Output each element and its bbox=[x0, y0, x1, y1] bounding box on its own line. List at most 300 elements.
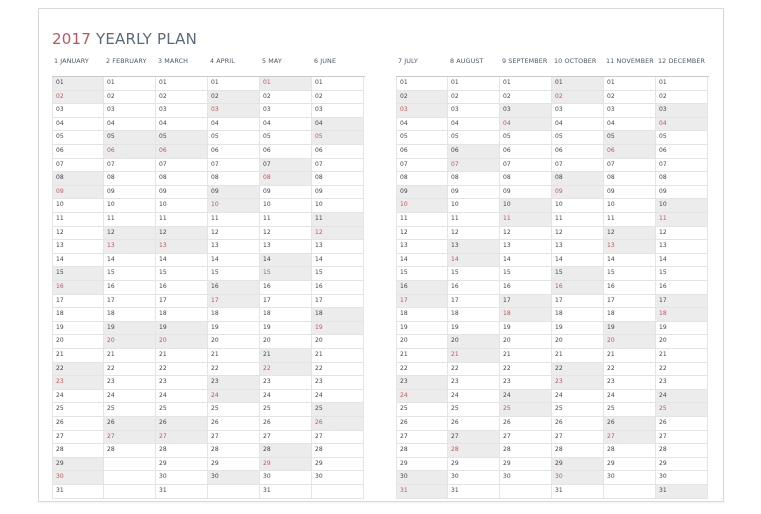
day-cell[interactable] bbox=[448, 227, 500, 241]
day-cell[interactable] bbox=[156, 267, 208, 281]
day-cell[interactable] bbox=[552, 254, 604, 268]
day-cell[interactable] bbox=[104, 444, 156, 458]
day-cell[interactable] bbox=[448, 118, 500, 132]
day-cell[interactable] bbox=[552, 240, 604, 254]
day-cell[interactable] bbox=[500, 458, 552, 472]
day-cell[interactable] bbox=[448, 159, 500, 173]
day-cell[interactable] bbox=[312, 213, 364, 227]
day-cell[interactable] bbox=[448, 349, 500, 363]
day-cell[interactable] bbox=[52, 199, 104, 213]
day-cell[interactable] bbox=[208, 159, 260, 173]
day-cell[interactable] bbox=[260, 295, 312, 309]
day-cell[interactable] bbox=[604, 417, 656, 431]
day-cell[interactable] bbox=[552, 267, 604, 281]
day-cell[interactable] bbox=[208, 376, 260, 390]
day-cell[interactable] bbox=[156, 349, 208, 363]
day-cell[interactable] bbox=[500, 254, 552, 268]
day-cell[interactable] bbox=[312, 77, 364, 91]
day-cell[interactable] bbox=[104, 172, 156, 186]
day-cell[interactable] bbox=[656, 417, 708, 431]
day-cell[interactable] bbox=[396, 104, 448, 118]
day-cell[interactable] bbox=[208, 91, 260, 105]
day-cell[interactable] bbox=[448, 444, 500, 458]
day-cell[interactable] bbox=[52, 213, 104, 227]
day-cell[interactable] bbox=[260, 431, 312, 445]
day-cell[interactable] bbox=[448, 199, 500, 213]
day-cell[interactable] bbox=[260, 104, 312, 118]
day-cell[interactable] bbox=[104, 91, 156, 105]
day-cell[interactable] bbox=[656, 335, 708, 349]
day-cell[interactable] bbox=[156, 199, 208, 213]
day-cell[interactable] bbox=[500, 417, 552, 431]
day-cell[interactable] bbox=[396, 431, 448, 445]
day-cell[interactable] bbox=[104, 349, 156, 363]
day-cell[interactable] bbox=[448, 131, 500, 145]
day-cell[interactable] bbox=[396, 186, 448, 200]
day-cell[interactable] bbox=[396, 131, 448, 145]
day-cell[interactable] bbox=[656, 172, 708, 186]
day-cell[interactable] bbox=[104, 403, 156, 417]
day-cell[interactable] bbox=[312, 363, 364, 377]
day-cell[interactable] bbox=[156, 254, 208, 268]
day-cell[interactable] bbox=[52, 240, 104, 254]
day-cell[interactable] bbox=[52, 417, 104, 431]
day-cell[interactable] bbox=[260, 172, 312, 186]
day-cell[interactable] bbox=[260, 403, 312, 417]
day-cell[interactable] bbox=[396, 376, 448, 390]
day-cell[interactable] bbox=[104, 213, 156, 227]
day-cell[interactable] bbox=[156, 485, 208, 499]
day-cell[interactable] bbox=[656, 281, 708, 295]
day-cell[interactable] bbox=[156, 376, 208, 390]
day-cell[interactable] bbox=[52, 227, 104, 241]
day-cell[interactable] bbox=[552, 131, 604, 145]
day-cell[interactable] bbox=[156, 213, 208, 227]
day-cell[interactable] bbox=[500, 213, 552, 227]
day-cell[interactable] bbox=[52, 444, 104, 458]
day-cell[interactable] bbox=[312, 172, 364, 186]
day-cell[interactable] bbox=[156, 431, 208, 445]
day-cell[interactable] bbox=[656, 186, 708, 200]
day-cell[interactable] bbox=[656, 295, 708, 309]
day-cell[interactable] bbox=[52, 254, 104, 268]
day-cell[interactable] bbox=[656, 308, 708, 322]
day-cell[interactable] bbox=[552, 417, 604, 431]
day-cell[interactable] bbox=[208, 131, 260, 145]
day-cell[interactable] bbox=[156, 322, 208, 336]
day-cell[interactable] bbox=[208, 444, 260, 458]
day-cell[interactable] bbox=[656, 485, 708, 499]
day-cell[interactable] bbox=[208, 308, 260, 322]
day-cell[interactable] bbox=[396, 77, 448, 91]
day-cell[interactable] bbox=[604, 254, 656, 268]
day-cell[interactable] bbox=[260, 77, 312, 91]
day-cell[interactable] bbox=[312, 227, 364, 241]
day-cell[interactable] bbox=[104, 417, 156, 431]
day-cell[interactable] bbox=[656, 159, 708, 173]
day-cell[interactable] bbox=[208, 240, 260, 254]
day-cell[interactable] bbox=[156, 281, 208, 295]
day-cell[interactable] bbox=[500, 159, 552, 173]
day-cell[interactable] bbox=[656, 403, 708, 417]
day-cell[interactable] bbox=[312, 376, 364, 390]
day-cell[interactable] bbox=[52, 403, 104, 417]
day-cell[interactable] bbox=[312, 199, 364, 213]
day-cell[interactable] bbox=[156, 240, 208, 254]
day-cell[interactable] bbox=[448, 335, 500, 349]
day-cell[interactable] bbox=[312, 240, 364, 254]
day-cell[interactable] bbox=[52, 308, 104, 322]
day-cell[interactable] bbox=[604, 104, 656, 118]
day-cell[interactable] bbox=[604, 267, 656, 281]
day-cell[interactable] bbox=[260, 485, 312, 499]
day-cell[interactable] bbox=[604, 444, 656, 458]
day-cell[interactable] bbox=[656, 431, 708, 445]
day-cell[interactable] bbox=[52, 363, 104, 377]
day-cell[interactable] bbox=[260, 199, 312, 213]
day-cell[interactable] bbox=[656, 322, 708, 336]
day-cell[interactable] bbox=[260, 444, 312, 458]
day-cell[interactable] bbox=[500, 363, 552, 377]
day-cell[interactable] bbox=[604, 91, 656, 105]
day-cell[interactable] bbox=[208, 199, 260, 213]
day-cell[interactable] bbox=[500, 227, 552, 241]
day-cell[interactable] bbox=[104, 431, 156, 445]
day-cell[interactable] bbox=[312, 431, 364, 445]
day-cell[interactable] bbox=[208, 390, 260, 404]
day-cell[interactable] bbox=[104, 267, 156, 281]
day-cell[interactable] bbox=[260, 159, 312, 173]
day-cell[interactable] bbox=[208, 145, 260, 159]
day-cell[interactable] bbox=[104, 118, 156, 132]
day-cell[interactable] bbox=[448, 267, 500, 281]
day-cell[interactable] bbox=[104, 145, 156, 159]
day-cell[interactable] bbox=[208, 417, 260, 431]
day-cell[interactable] bbox=[156, 186, 208, 200]
day-cell[interactable] bbox=[396, 267, 448, 281]
day-cell[interactable] bbox=[260, 308, 312, 322]
day-cell[interactable] bbox=[260, 281, 312, 295]
day-cell[interactable] bbox=[312, 403, 364, 417]
day-cell[interactable] bbox=[396, 172, 448, 186]
day-cell[interactable] bbox=[552, 403, 604, 417]
day-cell[interactable] bbox=[156, 308, 208, 322]
day-cell[interactable] bbox=[104, 308, 156, 322]
day-cell[interactable] bbox=[260, 254, 312, 268]
day-cell[interactable] bbox=[260, 145, 312, 159]
day-cell[interactable] bbox=[396, 417, 448, 431]
day-cell[interactable] bbox=[552, 376, 604, 390]
day-cell[interactable] bbox=[552, 104, 604, 118]
day-cell[interactable] bbox=[312, 308, 364, 322]
day-cell[interactable] bbox=[312, 118, 364, 132]
day-cell[interactable] bbox=[552, 349, 604, 363]
day-cell[interactable] bbox=[260, 213, 312, 227]
day-cell[interactable] bbox=[104, 186, 156, 200]
day-cell[interactable] bbox=[604, 77, 656, 91]
day-cell[interactable] bbox=[604, 335, 656, 349]
day-cell[interactable] bbox=[52, 349, 104, 363]
day-cell[interactable] bbox=[604, 322, 656, 336]
day-cell[interactable] bbox=[260, 471, 312, 485]
day-cell[interactable] bbox=[104, 77, 156, 91]
day-cell[interactable] bbox=[260, 363, 312, 377]
day-cell[interactable] bbox=[656, 104, 708, 118]
day-cell[interactable] bbox=[396, 227, 448, 241]
day-cell[interactable] bbox=[448, 431, 500, 445]
day-cell[interactable] bbox=[448, 403, 500, 417]
day-cell[interactable] bbox=[52, 131, 104, 145]
day-cell[interactable] bbox=[312, 349, 364, 363]
day-cell[interactable] bbox=[156, 403, 208, 417]
day-cell[interactable] bbox=[552, 118, 604, 132]
day-cell[interactable] bbox=[52, 458, 104, 472]
day-cell[interactable] bbox=[208, 431, 260, 445]
day-cell[interactable] bbox=[552, 77, 604, 91]
day-cell[interactable] bbox=[656, 471, 708, 485]
day-cell[interactable] bbox=[208, 267, 260, 281]
day-cell[interactable] bbox=[396, 444, 448, 458]
day-cell[interactable] bbox=[500, 267, 552, 281]
day-cell[interactable] bbox=[52, 390, 104, 404]
day-cell[interactable] bbox=[604, 227, 656, 241]
day-cell[interactable] bbox=[312, 186, 364, 200]
day-cell[interactable] bbox=[312, 458, 364, 472]
day-cell[interactable] bbox=[500, 131, 552, 145]
day-cell[interactable] bbox=[656, 254, 708, 268]
day-cell[interactable] bbox=[552, 213, 604, 227]
day-cell[interactable] bbox=[396, 458, 448, 472]
day-cell[interactable] bbox=[312, 322, 364, 336]
day-cell[interactable] bbox=[104, 159, 156, 173]
day-cell[interactable] bbox=[604, 295, 656, 309]
day-cell[interactable] bbox=[156, 159, 208, 173]
day-cell[interactable] bbox=[448, 104, 500, 118]
day-cell[interactable] bbox=[260, 322, 312, 336]
day-cell[interactable] bbox=[604, 376, 656, 390]
day-cell[interactable] bbox=[656, 390, 708, 404]
day-cell[interactable] bbox=[656, 349, 708, 363]
day-cell[interactable] bbox=[104, 376, 156, 390]
day-cell[interactable] bbox=[396, 390, 448, 404]
day-cell[interactable] bbox=[312, 471, 364, 485]
day-cell[interactable] bbox=[156, 363, 208, 377]
day-cell[interactable] bbox=[656, 91, 708, 105]
day-cell[interactable] bbox=[52, 77, 104, 91]
day-cell[interactable] bbox=[260, 91, 312, 105]
day-cell[interactable] bbox=[396, 118, 448, 132]
day-cell[interactable] bbox=[260, 131, 312, 145]
day-cell[interactable] bbox=[552, 471, 604, 485]
day-cell[interactable] bbox=[396, 485, 448, 499]
day-cell[interactable] bbox=[156, 104, 208, 118]
day-cell[interactable] bbox=[396, 281, 448, 295]
day-cell[interactable] bbox=[260, 458, 312, 472]
day-cell[interactable] bbox=[448, 172, 500, 186]
day-cell[interactable] bbox=[208, 118, 260, 132]
day-cell[interactable] bbox=[396, 308, 448, 322]
day-cell[interactable] bbox=[312, 145, 364, 159]
day-cell[interactable] bbox=[260, 390, 312, 404]
day-cell[interactable] bbox=[104, 322, 156, 336]
day-cell[interactable] bbox=[156, 444, 208, 458]
day-cell[interactable] bbox=[312, 267, 364, 281]
day-cell[interactable] bbox=[448, 77, 500, 91]
day-cell[interactable] bbox=[52, 376, 104, 390]
day-cell[interactable] bbox=[448, 471, 500, 485]
day-cell[interactable] bbox=[552, 431, 604, 445]
day-cell[interactable] bbox=[396, 295, 448, 309]
day-cell[interactable] bbox=[312, 104, 364, 118]
day-cell[interactable] bbox=[500, 295, 552, 309]
day-cell[interactable] bbox=[500, 444, 552, 458]
day-cell[interactable] bbox=[104, 335, 156, 349]
day-cell[interactable] bbox=[500, 281, 552, 295]
day-cell[interactable] bbox=[156, 295, 208, 309]
day-cell[interactable] bbox=[52, 172, 104, 186]
day-cell[interactable] bbox=[156, 131, 208, 145]
day-cell[interactable] bbox=[260, 186, 312, 200]
day-cell[interactable] bbox=[552, 458, 604, 472]
day-cell[interactable] bbox=[104, 104, 156, 118]
day-cell[interactable] bbox=[396, 240, 448, 254]
day-cell[interactable] bbox=[208, 335, 260, 349]
day-cell[interactable] bbox=[500, 118, 552, 132]
day-cell[interactable] bbox=[448, 322, 500, 336]
day-cell[interactable] bbox=[448, 213, 500, 227]
day-cell[interactable] bbox=[156, 145, 208, 159]
day-cell[interactable] bbox=[656, 458, 708, 472]
day-cell[interactable] bbox=[656, 227, 708, 241]
day-cell[interactable] bbox=[208, 295, 260, 309]
day-cell[interactable] bbox=[396, 349, 448, 363]
day-cell[interactable] bbox=[312, 295, 364, 309]
day-cell[interactable] bbox=[104, 363, 156, 377]
day-cell[interactable] bbox=[156, 390, 208, 404]
day-cell[interactable] bbox=[52, 485, 104, 499]
day-cell[interactable] bbox=[604, 431, 656, 445]
day-cell[interactable] bbox=[208, 281, 260, 295]
day-cell[interactable] bbox=[552, 186, 604, 200]
day-cell[interactable] bbox=[260, 118, 312, 132]
day-cell[interactable] bbox=[312, 281, 364, 295]
day-cell[interactable] bbox=[396, 363, 448, 377]
day-cell[interactable] bbox=[52, 91, 104, 105]
day-cell[interactable] bbox=[260, 240, 312, 254]
day-cell[interactable] bbox=[260, 417, 312, 431]
day-cell[interactable] bbox=[208, 363, 260, 377]
day-cell[interactable] bbox=[396, 145, 448, 159]
day-cell[interactable] bbox=[656, 444, 708, 458]
day-cell[interactable] bbox=[208, 172, 260, 186]
day-cell[interactable] bbox=[448, 458, 500, 472]
day-cell[interactable] bbox=[604, 240, 656, 254]
day-cell[interactable] bbox=[604, 186, 656, 200]
day-cell[interactable] bbox=[500, 91, 552, 105]
day-cell[interactable] bbox=[396, 199, 448, 213]
day-cell[interactable] bbox=[156, 118, 208, 132]
day-cell[interactable] bbox=[552, 172, 604, 186]
day-cell[interactable] bbox=[656, 145, 708, 159]
day-cell[interactable] bbox=[52, 145, 104, 159]
day-cell[interactable] bbox=[104, 281, 156, 295]
day-cell[interactable] bbox=[396, 159, 448, 173]
day-cell[interactable] bbox=[208, 322, 260, 336]
day-cell[interactable] bbox=[604, 118, 656, 132]
day-cell[interactable] bbox=[448, 417, 500, 431]
day-cell[interactable] bbox=[156, 227, 208, 241]
day-cell[interactable] bbox=[104, 295, 156, 309]
day-cell[interactable] bbox=[448, 295, 500, 309]
day-cell[interactable] bbox=[552, 145, 604, 159]
day-cell[interactable] bbox=[156, 335, 208, 349]
day-cell[interactable] bbox=[260, 349, 312, 363]
day-cell[interactable] bbox=[604, 349, 656, 363]
day-cell[interactable] bbox=[448, 145, 500, 159]
day-cell[interactable] bbox=[448, 186, 500, 200]
day-cell[interactable] bbox=[396, 335, 448, 349]
day-cell[interactable] bbox=[156, 91, 208, 105]
day-cell[interactable] bbox=[312, 417, 364, 431]
day-cell[interactable] bbox=[52, 159, 104, 173]
day-cell[interactable] bbox=[552, 308, 604, 322]
day-cell[interactable] bbox=[656, 267, 708, 281]
day-cell[interactable] bbox=[500, 145, 552, 159]
day-cell[interactable] bbox=[656, 118, 708, 132]
day-cell[interactable] bbox=[448, 240, 500, 254]
day-cell[interactable] bbox=[500, 335, 552, 349]
day-cell[interactable] bbox=[500, 199, 552, 213]
day-cell[interactable] bbox=[208, 227, 260, 241]
day-cell[interactable] bbox=[656, 199, 708, 213]
day-cell[interactable] bbox=[656, 131, 708, 145]
day-cell[interactable] bbox=[552, 335, 604, 349]
day-cell[interactable] bbox=[396, 254, 448, 268]
day-cell[interactable] bbox=[500, 471, 552, 485]
day-cell[interactable] bbox=[260, 227, 312, 241]
day-cell[interactable] bbox=[552, 295, 604, 309]
day-cell[interactable] bbox=[448, 254, 500, 268]
day-cell[interactable] bbox=[208, 186, 260, 200]
day-cell[interactable] bbox=[448, 390, 500, 404]
day-cell[interactable] bbox=[604, 281, 656, 295]
day-cell[interactable] bbox=[208, 349, 260, 363]
day-cell[interactable] bbox=[500, 104, 552, 118]
day-cell[interactable] bbox=[208, 104, 260, 118]
day-cell[interactable] bbox=[604, 403, 656, 417]
day-cell[interactable] bbox=[552, 485, 604, 499]
day-cell[interactable] bbox=[52, 281, 104, 295]
day-cell[interactable] bbox=[656, 363, 708, 377]
day-cell[interactable] bbox=[52, 118, 104, 132]
day-cell[interactable] bbox=[312, 444, 364, 458]
day-cell[interactable] bbox=[396, 213, 448, 227]
day-cell[interactable] bbox=[552, 159, 604, 173]
day-cell[interactable] bbox=[604, 145, 656, 159]
day-cell[interactable] bbox=[552, 227, 604, 241]
day-cell[interactable] bbox=[208, 213, 260, 227]
day-cell[interactable] bbox=[552, 390, 604, 404]
day-cell[interactable] bbox=[312, 390, 364, 404]
day-cell[interactable] bbox=[500, 322, 552, 336]
day-cell[interactable] bbox=[312, 91, 364, 105]
day-cell[interactable] bbox=[52, 104, 104, 118]
day-cell[interactable] bbox=[604, 159, 656, 173]
day-cell[interactable] bbox=[260, 335, 312, 349]
day-cell[interactable] bbox=[156, 471, 208, 485]
day-cell[interactable] bbox=[500, 172, 552, 186]
day-cell[interactable] bbox=[104, 390, 156, 404]
